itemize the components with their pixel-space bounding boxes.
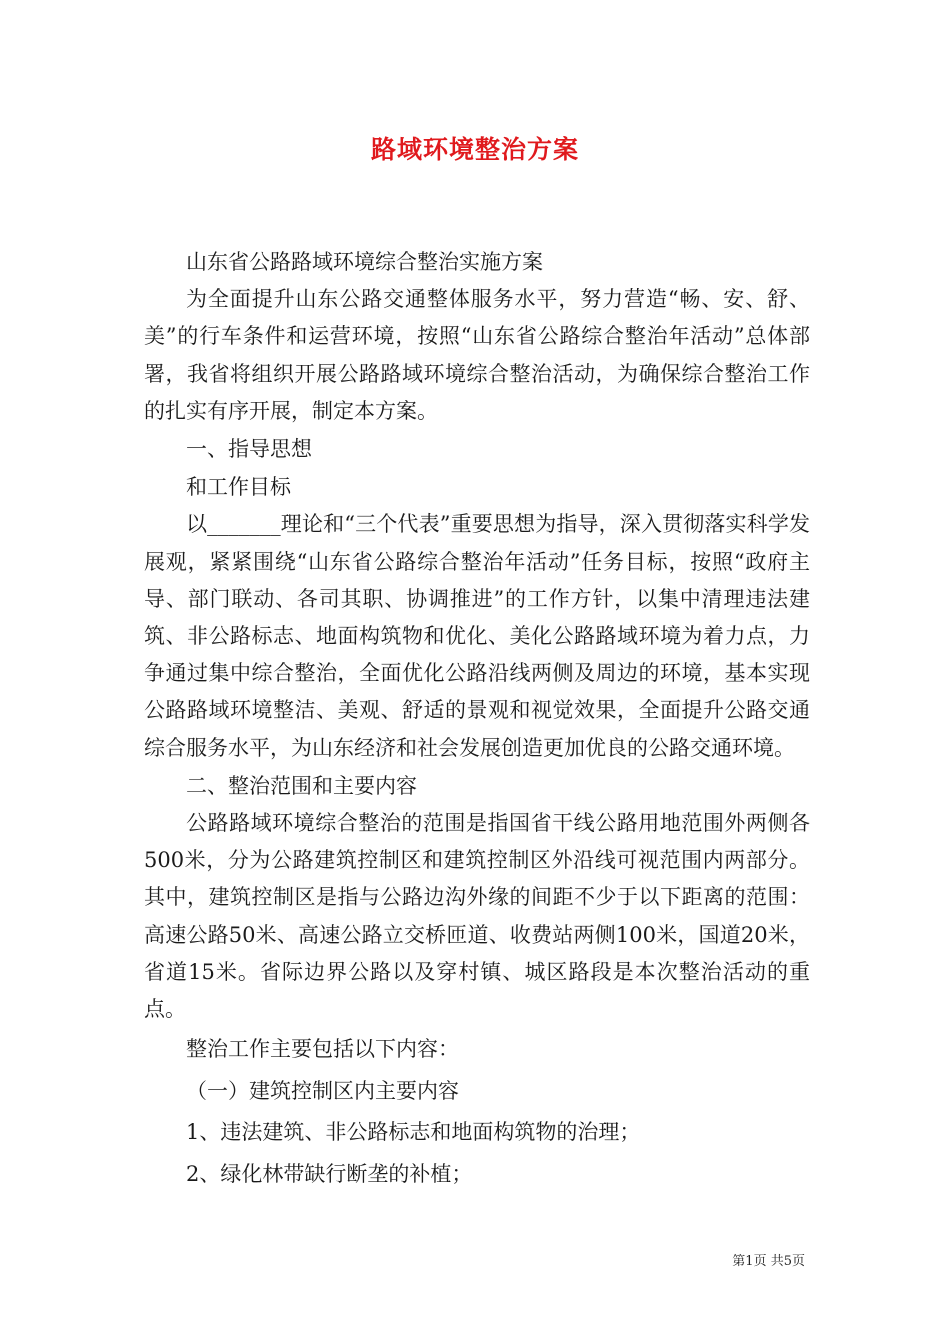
footer-suffix: 页	[791, 1254, 805, 1269]
list-item: 2、绿化林带缺行断垄的补植；	[186, 1161, 473, 1186]
subsection-heading: （一）建筑控制区内主要内容	[186, 1078, 459, 1103]
section-heading-scope: 二、整治范围和主要内容	[186, 773, 417, 798]
content-intro-paragraph: 整治工作主要包括以下内容：	[186, 1037, 459, 1062]
subtitle-paragraph: 山东省公路路域环境综合整治实施方案	[186, 250, 543, 274]
guiding-paragraph: 以_______理论和“三个代表”重要思想为指导，深入贯彻落实科学发展观，紧紧围绕“山东省公路综合整治年活动”任务目标，按照“政府主导、部门联动、各司其职、协调推进”的工作方针，以集中清理违法建筑、非公路标志、地面构筑物和优化、美化公路路域环境为着力点，力争通过集中综合整治，全面优化公路沿线两侧及周边的环境，基本实现公路路域环境整洁、美观、舒适的景观和视觉效果，全面提升公路交通综合服务水平，为山东经济和社会发展创造更加优良的公路交通环境。	[144, 512, 810, 760]
footer-prefix: 第	[732, 1254, 746, 1269]
intro-paragraph: 为全面提升山东公路交通整体服务水平，努力营造“畅、安、舒、美”的行车条件和运营环境，按照“山东省公路综合整治年活动”总体部署，我省将组织开展公路路域环境综合整治活动，为确保综合整治工作的扎实有序开展，制定本方案。	[144, 287, 810, 423]
page-number-footer	[732, 1250, 805, 1269]
section-heading-guiding-idea: 一、指导思想	[186, 437, 312, 462]
document-title: 路域环境整治方案	[370, 135, 579, 164]
document-body	[144, 244, 810, 1194]
footer-current-page: 1	[745, 1254, 754, 1269]
section-heading-work-goal: 和工作目标	[186, 475, 291, 500]
list-item: 1、违法建筑、非公路标志和地面构筑物的治理；	[186, 1120, 641, 1145]
scope-paragraph: 公路路域环境综合整治的范围是指国省干线公路用地范围外两侧各500米，分为公路建筑控制区和建筑控制区外沿线可视范围内两部分。其中，建筑控制区是指与公路边沟外缘的间距不少于以下距离的范围：高速公路50米、高速公路立交桥匝道、收费站两侧100米，国道20米，省道15米。省际边界公路以及穿村镇、城区路段是本次整治活动的重点。	[144, 811, 810, 1022]
footer-middle: 页 共	[753, 1254, 784, 1269]
footer-total-pages: 5	[783, 1254, 792, 1269]
